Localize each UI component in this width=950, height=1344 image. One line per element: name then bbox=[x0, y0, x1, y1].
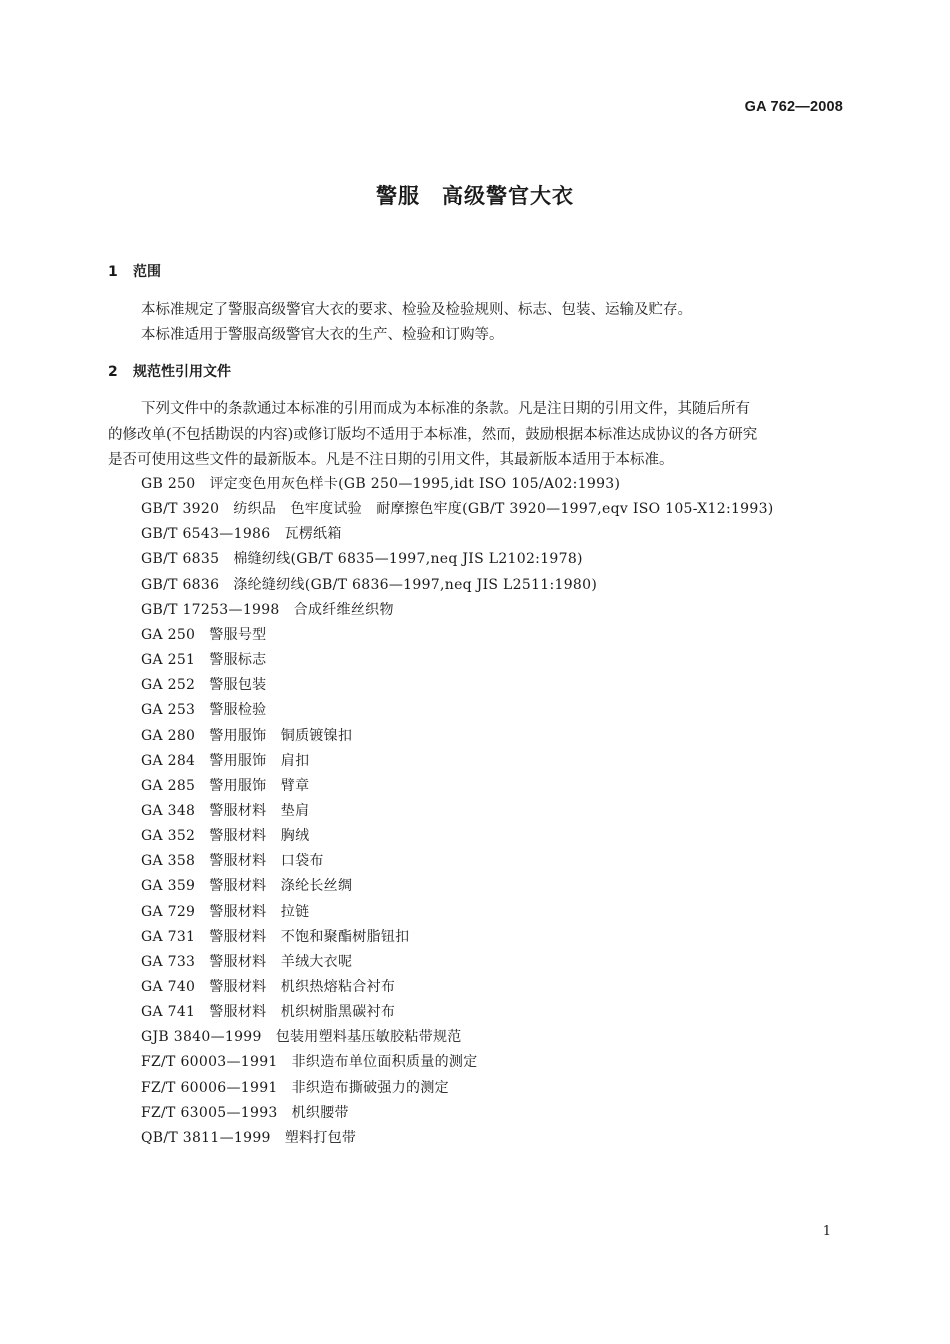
reference-title: 塑料打包带 bbox=[284, 1130, 357, 1146]
reference-code: GA 348 bbox=[141, 803, 196, 819]
reference-code: GB/T 3920 bbox=[141, 501, 220, 517]
reference-code: GJB 3840—1999 bbox=[141, 1029, 262, 1045]
reference-code: GA 729 bbox=[141, 904, 196, 920]
reference-title: 非织造布撕破强力的测定 bbox=[291, 1080, 449, 1096]
reference-title: 包装用塑料基压敏胶粘带规范 bbox=[275, 1029, 462, 1045]
reference-title: 警服材料 胸绒 bbox=[209, 828, 310, 844]
reference-code: GA 280 bbox=[141, 728, 196, 744]
reference-item bbox=[141, 901, 309, 921]
reference-item bbox=[141, 574, 597, 594]
reference-item bbox=[141, 951, 352, 971]
reference-title: 警服材料 拉链 bbox=[209, 904, 310, 920]
document-title: 警服 高级警官大衣 bbox=[376, 184, 574, 208]
reference-item bbox=[141, 1077, 449, 1097]
reference-code: GB/T 17253—1998 bbox=[141, 602, 280, 618]
reference-item bbox=[141, 599, 394, 619]
reference-code: QB/T 3811—1999 bbox=[141, 1130, 271, 1146]
reference-title: 警用服饰 铜质镀镍扣 bbox=[209, 728, 353, 744]
reference-item bbox=[141, 1127, 356, 1147]
reference-code: GA 358 bbox=[141, 853, 196, 869]
section-2-intro-line: 是否可使用这些文件的最新版本。凡是不注日期的引用文件，其最新版本适用于本标准。 bbox=[108, 452, 674, 468]
reference-item bbox=[141, 649, 266, 669]
reference-title: 警服材料 不饱和聚酯树脂钮扣 bbox=[209, 929, 410, 945]
reference-title: 棉缝纫线(GB/T 6835—1997,neq JIS L2102:1978) bbox=[233, 551, 583, 567]
reference-item bbox=[141, 775, 309, 795]
section-1-heading bbox=[108, 261, 161, 281]
reference-code: GA 285 bbox=[141, 778, 196, 794]
reference-item bbox=[141, 1001, 395, 1021]
reference-code: GA 741 bbox=[141, 1004, 196, 1020]
section-title: 规范性引用文件 bbox=[133, 364, 231, 380]
section-number: 1 bbox=[108, 264, 118, 280]
reference-code: FZ/T 63005—1993 bbox=[141, 1105, 278, 1121]
reference-title: 警服材料 垫肩 bbox=[209, 803, 310, 819]
reference-title: 合成纤维丝织物 bbox=[293, 602, 394, 618]
reference-title: 警服材料 机织树脂黑碳衬布 bbox=[209, 1004, 396, 1020]
reference-code: FZ/T 60006—1991 bbox=[141, 1080, 278, 1096]
reference-code: GB/T 6543—1986 bbox=[141, 526, 271, 542]
reference-code: GA 250 bbox=[141, 627, 196, 643]
section-1-paragraph: 本标准规定了警服高级警官大衣的要求、检验及检验规则、标志、包装、运输及贮存。 bbox=[141, 302, 692, 318]
section-2-heading bbox=[108, 361, 231, 381]
reference-code: GA 740 bbox=[141, 979, 196, 995]
reference-code: GA 253 bbox=[141, 702, 196, 718]
reference-title: 机织腰带 bbox=[291, 1105, 349, 1121]
reference-item bbox=[141, 875, 352, 895]
page-number: 1 bbox=[822, 1224, 831, 1239]
reference-code: GB 250 bbox=[141, 476, 196, 492]
reference-code: GA 252 bbox=[141, 677, 196, 693]
section-2-intro-line: 下列文件中的条款通过本标准的引用而成为本标准的条款。凡是注日期的引用文件，其随后所有 bbox=[141, 401, 750, 417]
reference-item bbox=[141, 926, 409, 946]
reference-title: 警服标志 bbox=[209, 652, 267, 668]
reference-code: GA 359 bbox=[141, 878, 196, 894]
section-1-paragraph: 本标准适用于警服高级警官大衣的生产、检验和订购等。 bbox=[141, 327, 504, 343]
reference-item bbox=[141, 725, 352, 745]
reference-item bbox=[141, 825, 309, 845]
reference-title: 瓦楞纸箱 bbox=[284, 526, 342, 542]
reference-title: 纺织品 色牢度试验 耐摩擦色牢度(GB/T 3920—1997,eqv ISO 105-X12:1993) bbox=[233, 501, 774, 517]
section-number: 2 bbox=[108, 364, 118, 380]
reference-code: FZ/T 60003—1991 bbox=[141, 1054, 278, 1070]
reference-title: 警服材料 羊绒大衣呢 bbox=[209, 954, 353, 970]
reference-code: GA 251 bbox=[141, 652, 196, 668]
reference-item bbox=[141, 976, 395, 996]
reference-item bbox=[141, 1026, 462, 1046]
reference-item bbox=[141, 1102, 349, 1122]
reference-item bbox=[141, 850, 324, 870]
reference-item bbox=[141, 800, 309, 820]
reference-item bbox=[141, 750, 309, 770]
reference-code: GB/T 6836 bbox=[141, 577, 220, 593]
reference-title: 警用服饰 臂章 bbox=[209, 778, 310, 794]
reference-title: 评定变色用灰色样卡(GB 250—1995,idt ISO 105/A02:1993) bbox=[209, 476, 621, 492]
reference-item bbox=[141, 498, 774, 518]
reference-item bbox=[141, 523, 342, 543]
reference-item bbox=[141, 1051, 478, 1071]
reference-title: 警服号型 bbox=[209, 627, 267, 643]
reference-title: 警服材料 机织热熔粘合衬布 bbox=[209, 979, 396, 995]
reference-title: 警服材料 涤纶长丝绸 bbox=[209, 878, 353, 894]
reference-item bbox=[141, 624, 266, 644]
section-2-intro-line: 的修改单(不包括勘误的内容)或修订版均不适用于本标准，然而，鼓励根据本标准达成协议的各方研究 bbox=[108, 427, 758, 443]
section-title: 范围 bbox=[133, 264, 161, 280]
reference-code: GA 733 bbox=[141, 954, 196, 970]
reference-title: 非织造布单位面积质量的测定 bbox=[291, 1054, 478, 1070]
reference-item bbox=[141, 548, 583, 568]
reference-title: 警服检验 bbox=[209, 702, 267, 718]
reference-title: 警服包装 bbox=[209, 677, 267, 693]
reference-item bbox=[141, 473, 620, 493]
reference-code: GA 284 bbox=[141, 753, 196, 769]
reference-code: GB/T 6835 bbox=[141, 551, 220, 567]
reference-title: 警用服饰 肩扣 bbox=[209, 753, 310, 769]
reference-code: GA 731 bbox=[141, 929, 196, 945]
reference-item bbox=[141, 699, 266, 719]
standard-code: GA 762—2008 bbox=[744, 99, 843, 115]
reference-code: GA 352 bbox=[141, 828, 196, 844]
reference-title: 涤纶缝纫线(GB/T 6836—1997,neq JIS L2511:1980) bbox=[233, 577, 598, 593]
reference-item bbox=[141, 674, 266, 694]
reference-title: 警服材料 口袋布 bbox=[209, 853, 324, 869]
